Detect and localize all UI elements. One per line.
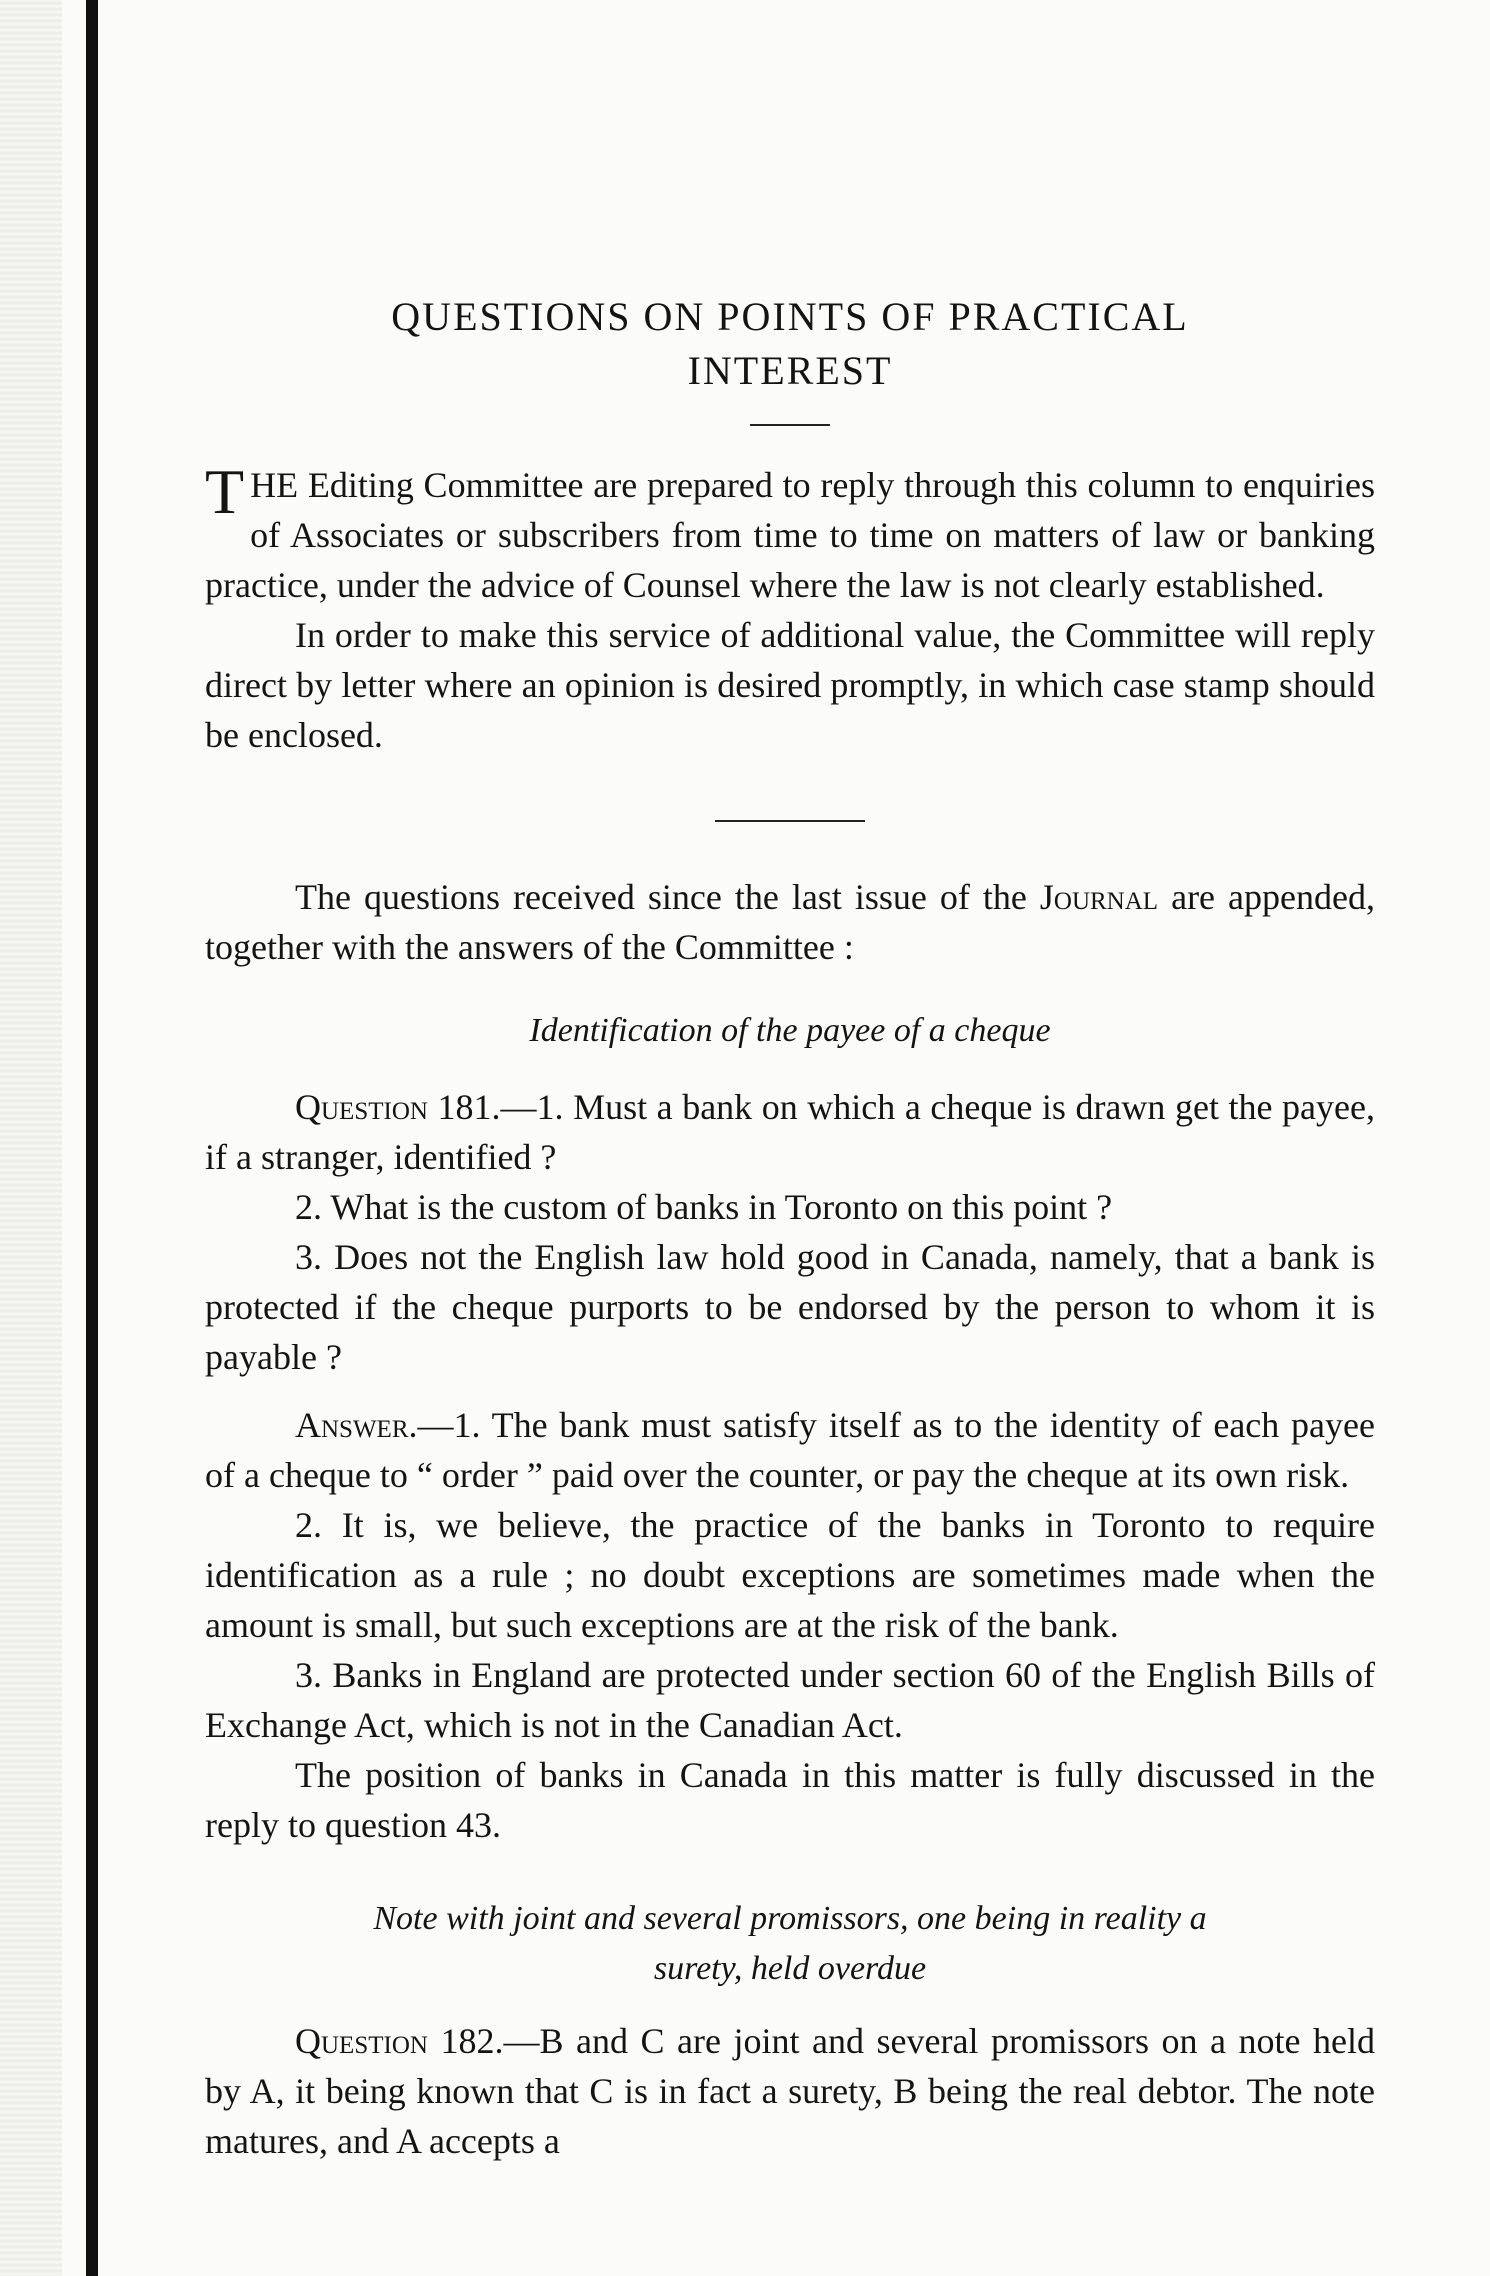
question-181-part-3: 3. Does not the English law hold good in Canada, namely, that a bank is protected if the cheque purports to be endorsed by the person to whom it is payable ? (205, 1237, 1375, 1377)
answer-181-text: .—1. The bank must satisfy itself as to the identity of each payee of a cheque to “ order ” paid over the counter, or pay the cheque at its own risk. (205, 1405, 1375, 1495)
spacer (205, 1382, 1375, 1400)
section-2-heading (205, 1894, 1375, 1994)
answer-181-part-3: 3. Banks in England are protected under section 60 of the English Bills of Exchange Act, which is not in the Canadian Act. (205, 1655, 1375, 1745)
answer-181-part-4: The position of banks in Canada in this matter is fully discussed in the reply to question 43. (205, 1755, 1375, 1845)
question-181-text: 181.—1. Must a bank on which a cheque is drawn get the payee, if a stranger, identified ? (205, 1087, 1375, 1177)
intro-paragraph-2: In order to make this service of additional value, the Committee will reply direct by letter where an opinion is desired promptly, in which case stamp should be enclosed. (205, 615, 1375, 755)
page-edge-texture (0, 0, 62, 2276)
section-2-heading-line-1: Note with joint and several promissors, one being in reality a (373, 1900, 1207, 1937)
binding-edge (86, 0, 98, 2276)
question-182-text: 182.—B and C are joint and several promissors on a note held by A, it being known that C is in fact a surety, B being the real debtor. The note matures, and A accepts a (205, 2021, 1375, 2161)
questions-intro-after: are appended, together with the answers of the Committee : (205, 877, 1375, 967)
journal-name: Journal (1039, 877, 1159, 917)
answer-label: Answer (295, 1405, 409, 1445)
question-label: Question (295, 1087, 428, 1127)
section-2-heading-line-2: surety, held overdue (653, 1950, 927, 1987)
title-divider (750, 424, 830, 426)
question-182 (205, 2016, 1375, 2166)
intro-paragraph-1: THE Editing Committee are prepared to reply through this column to enquiries of Associates or subscribers from time to time on matters of law or banking practice, under the advice of Counsel where the law is not clearly established. (205, 456, 1375, 605)
question-label: Question (295, 2021, 428, 2061)
question-181-part-1 (205, 1082, 1375, 1182)
page-title (205, 290, 1375, 398)
section-divider (715, 820, 865, 822)
questions-intro-paragraph (205, 872, 1375, 972)
answer-181-part-2: 2. It is, we believe, the practice of the banks in Toronto to require identification as a rule ; no doubt exceptions are sometimes made when the amount is small, but such exceptions are at the risk of the bank. (205, 1505, 1375, 1645)
question-181-part-2: 2. What is the custom of banks in Toronto on this point ? (295, 1187, 1113, 1227)
section-1-heading: Identification of the payee of a cheque (529, 1012, 1051, 1049)
answer-181-part-1 (205, 1400, 1375, 1500)
page-content (205, 290, 1375, 2166)
title-line-1: QUESTIONS ON POINTS OF PRACTICAL (391, 294, 1189, 339)
questions-intro-before: The questions received since the last issue of the (295, 877, 1040, 917)
title-line-2: INTEREST (687, 348, 893, 393)
